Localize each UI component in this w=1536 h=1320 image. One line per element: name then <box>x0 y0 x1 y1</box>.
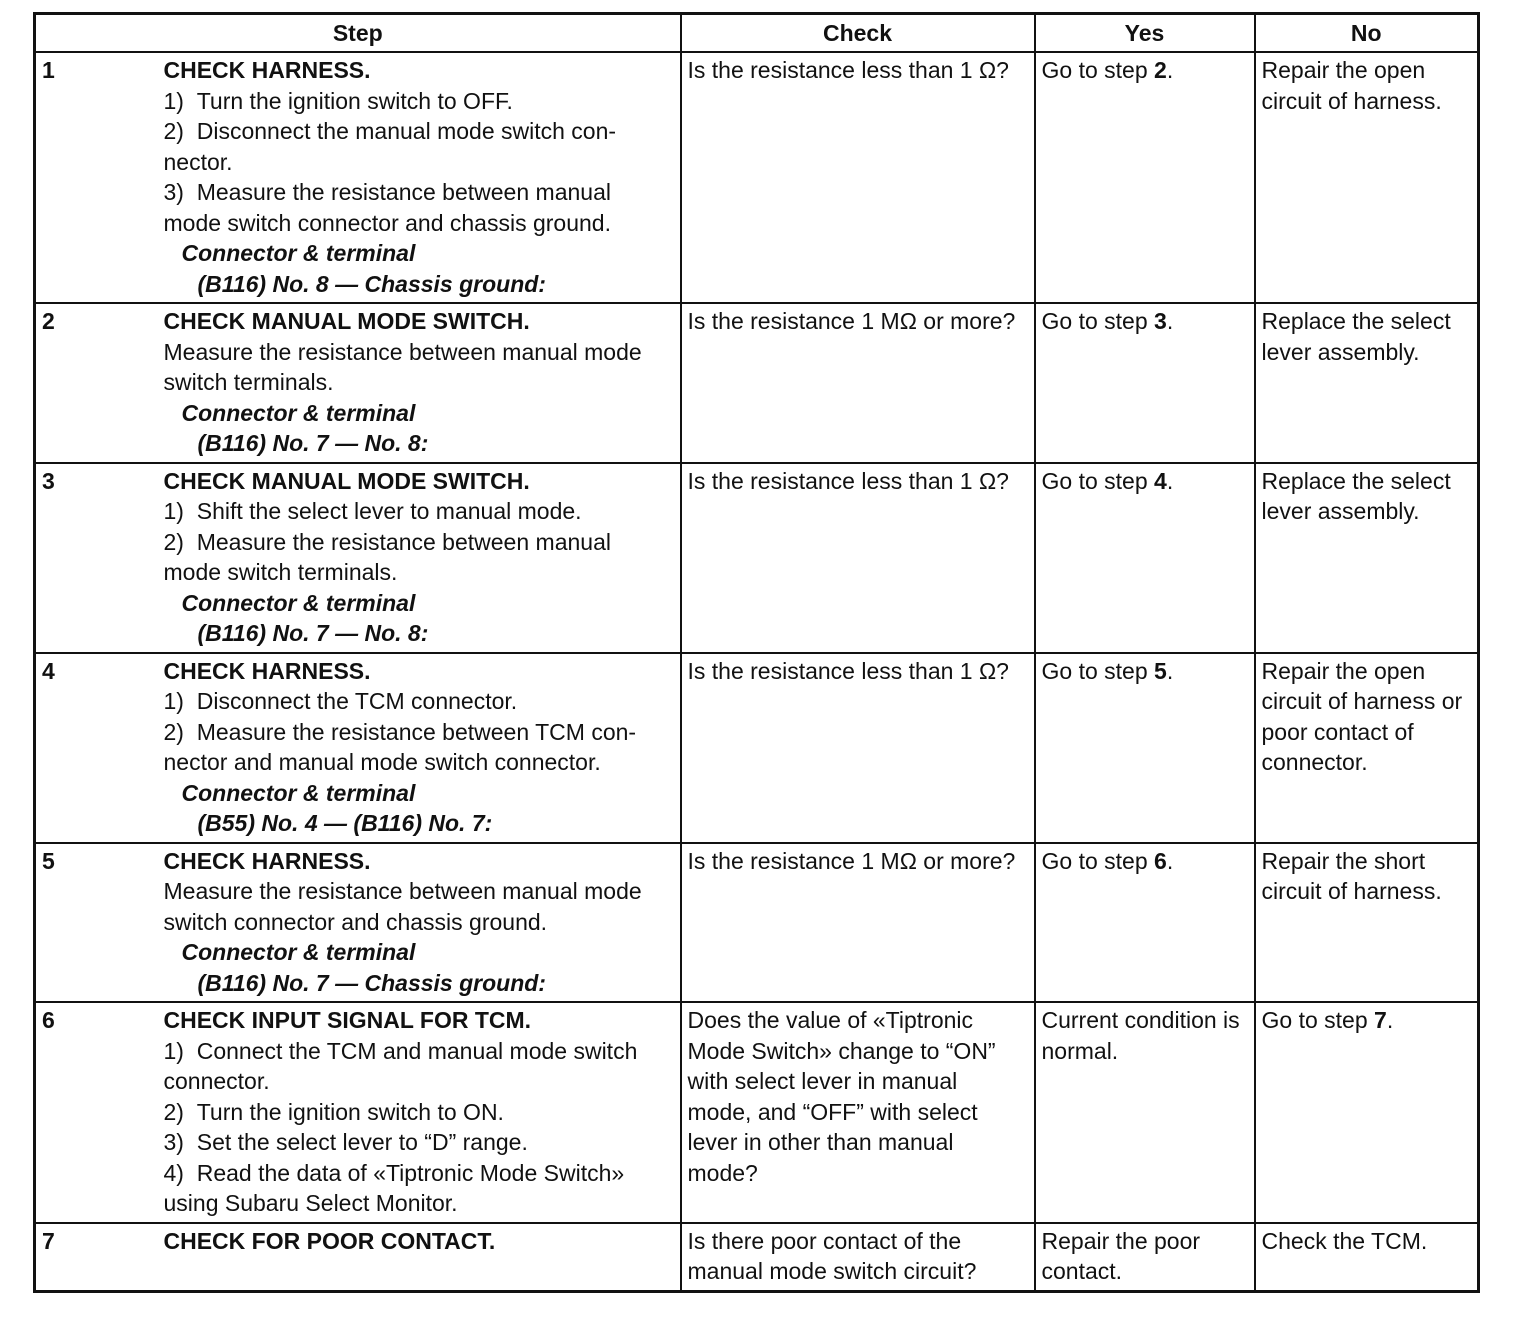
step-description <box>158 653 681 843</box>
step-line: Measure the resistance between manual mode switch connector and chassis ground. <box>163 878 642 935</box>
step-description <box>158 1223 681 1292</box>
step-title: CHECK INPUT SIGNAL FOR TCM. <box>163 1007 532 1033</box>
no-text: Go to step <box>1261 1007 1375 1033</box>
step-line: nector. <box>163 148 233 175</box>
step-line: connector. <box>163 1068 270 1094</box>
table-row <box>35 843 1479 1003</box>
check-cell: Is the resistance 1 MΩ or more? <box>681 843 1035 1003</box>
yes-cell <box>1035 653 1255 843</box>
yes-cell <box>1035 303 1255 463</box>
step-line: mode switch connector and chassis ground. <box>163 209 611 236</box>
header-no: No <box>1255 14 1479 53</box>
header-step: Step <box>35 14 681 53</box>
yes-text: Go to step <box>1041 847 1155 874</box>
connector-value: (B116) No. 7 — No. 8: <box>197 620 429 646</box>
check-cell: Is the resistance less than 1 Ω? <box>681 653 1035 843</box>
step-line: 3) Set the select lever to “D” range. <box>163 1129 528 1155</box>
step-description <box>158 463 681 653</box>
step-number: 5 <box>35 843 158 1003</box>
step-number: 2 <box>35 303 158 463</box>
connector-title: Connector & terminal <box>181 589 416 616</box>
yes-cell: Repair the poor contact. <box>1035 1223 1255 1292</box>
check-cell: Is the resistance less than 1 Ω? <box>681 52 1035 303</box>
connector-value: (B116) No. 7 — Chassis ground: <box>197 969 546 996</box>
step-line: 3) Measure the resistance between manual <box>163 179 611 205</box>
step-line: mode switch terminals. <box>163 559 398 585</box>
step-line: 1) Turn the ignition switch to OFF. <box>163 87 513 114</box>
step-description <box>158 52 681 303</box>
no-cell: Replace the select lever assembly. <box>1255 303 1479 463</box>
step-line: using Subaru Select Monitor. <box>163 1190 458 1216</box>
step-description <box>158 1002 681 1223</box>
step-line: 2) Measure the resistance between manual <box>163 528 611 555</box>
step-line: Measure the resistance between manual mode switch terminals. <box>163 338 642 395</box>
step-line: 2) Turn the ignition switch to ON. <box>163 1098 504 1125</box>
yes-text: Go to step <box>1041 57 1155 83</box>
connector-title: Connector & terminal <box>181 240 416 266</box>
step-line: 2) Disconnect the manual mode switch con- <box>163 118 617 144</box>
no-cell: Repair the open circuit of harness or poor contact of connector. <box>1255 653 1479 843</box>
step-title: CHECK HARNESS. <box>163 847 371 874</box>
connector-title: Connector & terminal <box>181 779 416 806</box>
no-suffix: . <box>1386 1007 1394 1033</box>
step-title: CHECK HARNESS. <box>163 657 371 684</box>
table-row <box>35 463 1479 653</box>
step-number: 1 <box>35 52 158 303</box>
no-cell <box>1255 1002 1479 1223</box>
step-title: CHECK MANUAL MODE SWITCH. <box>163 467 530 494</box>
header-yes: Yes <box>1035 14 1255 53</box>
table-row <box>35 1002 1479 1223</box>
step-line: 2) Measure the resistance between TCM con- <box>163 718 637 745</box>
check-cell: Is the resistance 1 MΩ or more? <box>681 303 1035 463</box>
step-line: 4) Read the data of «Tiptronic Mode Switch» <box>163 1159 625 1186</box>
step-description <box>158 843 681 1003</box>
yes-text: Go to step <box>1041 467 1155 494</box>
no-cell: Replace the select lever assembly. <box>1255 463 1479 653</box>
header-check: Check <box>681 14 1035 53</box>
table-body <box>35 52 1479 1291</box>
no-cell: Check the TCM. <box>1255 1223 1479 1292</box>
step-description <box>158 303 681 463</box>
yes-step-link[interactable]: 5 <box>1154 657 1167 684</box>
step-line: 1) Connect the TCM and manual mode switch <box>163 1037 638 1064</box>
connector-value: (B116) No. 7 — No. 8: <box>197 430 429 456</box>
check-cell: Is the resistance less than 1 Ω? <box>681 463 1035 653</box>
table-row <box>35 653 1479 843</box>
yes-text: Go to step <box>1041 308 1155 334</box>
yes-step-link[interactable]: 4 <box>1154 467 1167 494</box>
yes-suffix: . <box>1166 57 1174 83</box>
yes-step-link[interactable]: 3 <box>1154 308 1167 334</box>
step-title: CHECK MANUAL MODE SWITCH. <box>163 308 530 334</box>
yes-step-link[interactable]: 2 <box>1154 57 1167 83</box>
step-line: nector and manual mode switch connector. <box>163 749 601 775</box>
yes-text: Go to step <box>1041 657 1155 684</box>
no-cell: Repair the open circuit of harness. <box>1255 52 1479 303</box>
yes-cell <box>1035 843 1255 1003</box>
yes-cell: Current condition is normal. <box>1035 1002 1255 1223</box>
step-title: CHECK FOR POOR CONTACT. <box>163 1227 496 1254</box>
check-cell: Is there poor contact of the manual mode switch circuit? <box>681 1223 1035 1292</box>
step-line: 1) Disconnect the TCM connector. <box>163 688 518 714</box>
header-row <box>35 14 1479 53</box>
table-row <box>35 52 1479 303</box>
yes-step-link[interactable]: 6 <box>1154 847 1167 874</box>
step-line: 1) Shift the select lever to manual mode. <box>163 498 582 524</box>
yes-cell <box>1035 52 1255 303</box>
step-number: 4 <box>35 653 158 843</box>
connector-title: Connector & terminal <box>181 939 416 965</box>
check-cell: Does the value of «Tiptronic Mode Switch» change to “ON” with select lever in manual mode, and “OFF” with select lever in other than manual mode? <box>681 1002 1035 1223</box>
yes-suffix: . <box>1166 657 1174 684</box>
connector-value: (B116) No. 8 — Chassis ground: <box>197 270 546 297</box>
table-row <box>35 1223 1479 1292</box>
no-step-link[interactable]: 7 <box>1374 1007 1387 1033</box>
step-number: 7 <box>35 1223 158 1292</box>
yes-suffix: . <box>1166 308 1174 334</box>
step-number: 3 <box>35 463 158 653</box>
step-title: CHECK HARNESS. <box>163 57 371 83</box>
yes-suffix: . <box>1166 847 1174 874</box>
connector-value: (B55) No. 4 — (B116) No. 7: <box>197 810 493 836</box>
yes-suffix: . <box>1166 467 1174 494</box>
step-number: 6 <box>35 1002 158 1223</box>
yes-cell <box>1035 463 1255 653</box>
diagnostic-table <box>33 12 1480 1293</box>
connector-title: Connector & terminal <box>181 399 416 426</box>
table-row <box>35 303 1479 463</box>
no-cell: Repair the short circuit of harness. <box>1255 843 1479 1003</box>
